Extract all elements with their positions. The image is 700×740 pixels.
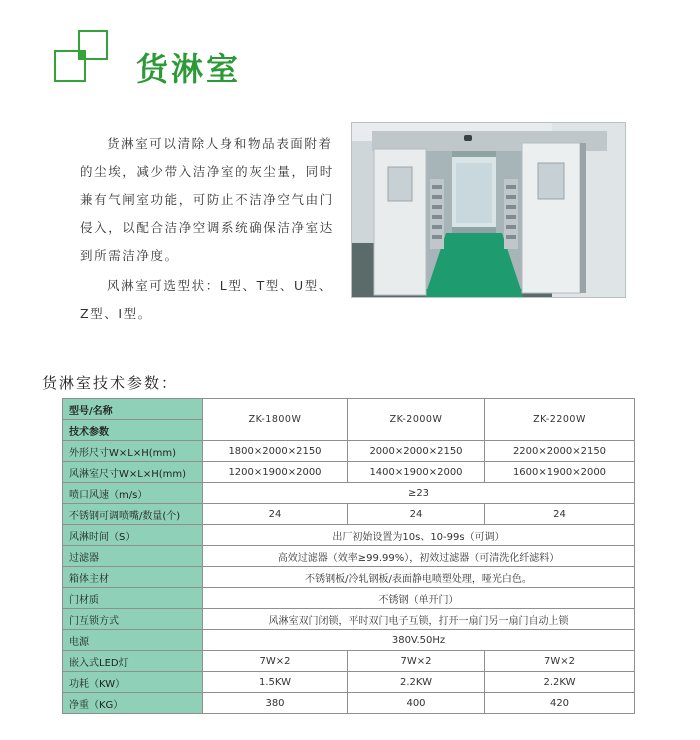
header-label-name: 型号/名称 xyxy=(63,399,203,420)
cell: 420 xyxy=(485,693,635,714)
row-label: 门材质 xyxy=(63,588,203,609)
cell: 2200×2000×2150 xyxy=(485,441,635,462)
table-row xyxy=(63,546,635,567)
cell: 2.2KW xyxy=(348,672,485,693)
row-label: 门互锁方式 xyxy=(63,609,203,630)
product-description xyxy=(80,130,335,328)
cell: 2000×2000×2150 xyxy=(348,441,485,462)
cell: 24 xyxy=(485,504,635,525)
cell: 1800×2000×2150 xyxy=(203,441,348,462)
cell: 1600×1900×2000 xyxy=(485,462,635,483)
row-label: 外形尺寸W×L×H(mm) xyxy=(63,441,203,462)
header-label-params: 技术参数 xyxy=(63,420,203,441)
table-row xyxy=(63,567,635,588)
cell: 1200×1900×2000 xyxy=(203,462,348,483)
merged-cell: 不锈钢（单开门） xyxy=(203,588,635,609)
cargo-shower-room-photo-icon xyxy=(352,123,626,298)
table-row xyxy=(63,630,635,651)
cell: 380 xyxy=(203,693,348,714)
description-paragraph-2: 风淋室可选型状：L型、T型、U型、Z型、I型。 xyxy=(80,278,333,321)
cell: 24 xyxy=(203,504,348,525)
merged-cell: ≥23 xyxy=(203,483,635,504)
table-row xyxy=(63,441,635,462)
cell: 24 xyxy=(348,504,485,525)
merged-cell: 380V.50Hz xyxy=(203,630,635,651)
spec-section-title: 货淋室技术参数： xyxy=(42,374,179,392)
table-row xyxy=(63,504,635,525)
merged-cell: 风淋室双门闭锁，平时双门电子互锁，打开一扇门另一扇门自动上锁 xyxy=(203,609,635,630)
model-2: ZK-2000W xyxy=(348,399,485,441)
row-label: 风淋时间（S） xyxy=(63,525,203,546)
table-row xyxy=(63,483,635,504)
table-row xyxy=(63,693,635,714)
table-row xyxy=(63,588,635,609)
merged-cell: 出厂初始设置为10s、10-99s（可调） xyxy=(203,525,635,546)
table-row xyxy=(63,609,635,630)
cell: 1.5KW xyxy=(203,672,348,693)
table-header-row xyxy=(63,399,635,420)
row-label: 过滤器 xyxy=(63,546,203,567)
cell: 400 xyxy=(348,693,485,714)
cell: 2.2KW xyxy=(485,672,635,693)
row-label: 风淋室尺寸W×L×H(mm) xyxy=(63,462,203,483)
row-label: 不锈钢可调喷嘴/数量(个) xyxy=(63,504,203,525)
cell: 7W×2 xyxy=(203,651,348,672)
table-row xyxy=(63,672,635,693)
table-row xyxy=(63,462,635,483)
page-title: 货淋室 xyxy=(136,50,242,88)
logo-squares-icon xyxy=(54,30,114,82)
product-photo xyxy=(351,122,626,298)
logo-overlap-mark xyxy=(80,52,86,58)
merged-cell: 不锈钢板/冷轧钢板/表面静电喷塑处理，哑光白色。 xyxy=(203,567,635,588)
cell: 1400×1900×2000 xyxy=(348,462,485,483)
table-row xyxy=(63,651,635,672)
cell: 7W×2 xyxy=(348,651,485,672)
model-1: ZK-1800W xyxy=(203,399,348,441)
spec-table-body xyxy=(63,399,635,714)
row-label: 嵌入式LED灯 xyxy=(63,651,203,672)
table-row xyxy=(63,525,635,546)
row-label: 功耗（KW） xyxy=(63,672,203,693)
cell: 7W×2 xyxy=(485,651,635,672)
spec-table xyxy=(62,398,635,714)
row-label: 净重（KG） xyxy=(63,693,203,714)
row-label: 箱体主材 xyxy=(63,567,203,588)
merged-cell: 高效过滤器（效率≥99.99%），初效过滤器（可清洗化纤滤料） xyxy=(203,546,635,567)
description-paragraph-1: 货淋室可以清除人身和物品表面附着的尘埃，减少带入洁净室的灰尘量，同时兼有气闸室功能，可防止不洁净空气由门侵入，以配合洁净空调系统确保洁净室达到所需洁净度。 xyxy=(80,136,334,263)
row-label: 喷口风速（m/s） xyxy=(63,483,203,504)
model-3: ZK-2200W xyxy=(485,399,635,441)
row-label: 电源 xyxy=(63,630,203,651)
